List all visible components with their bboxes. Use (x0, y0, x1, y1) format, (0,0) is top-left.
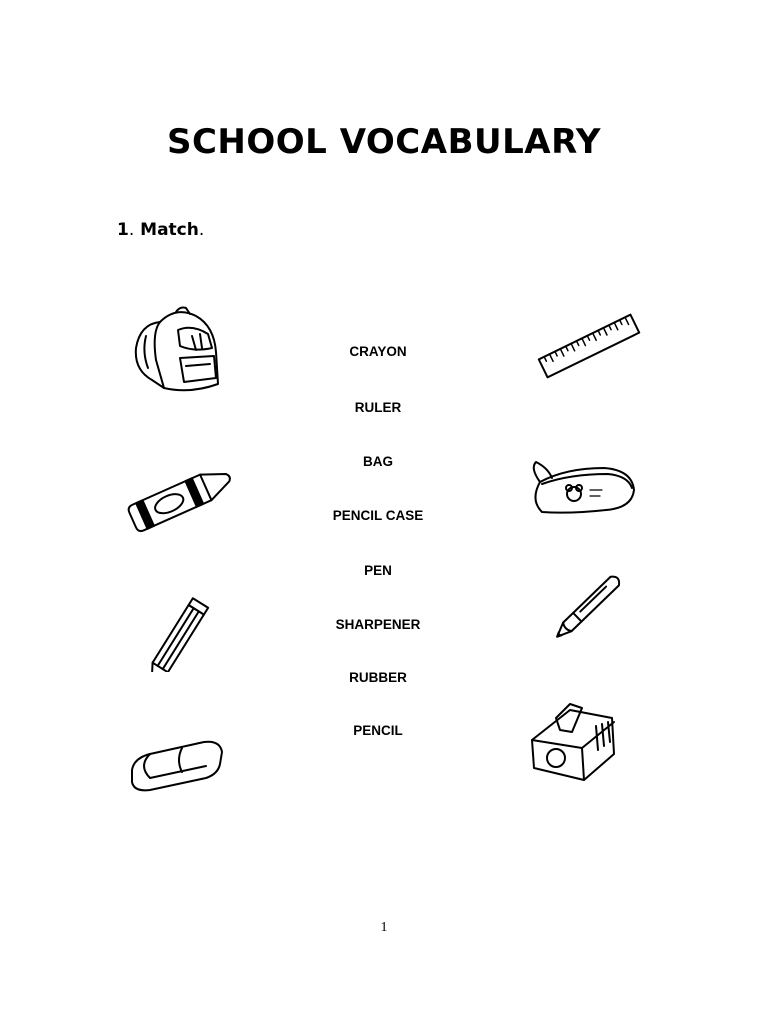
word-bag: BAG (363, 454, 393, 469)
pen-picture (548, 566, 634, 642)
ruler-picture (536, 306, 642, 386)
pencil-picture (148, 590, 218, 672)
page-title: SCHOOL VOCABULARY (166, 122, 602, 162)
word-rubber: RUBBER (349, 670, 407, 685)
sharpener-picture (526, 696, 618, 786)
word-pen: PEN (364, 563, 392, 578)
exercise-heading (117, 220, 204, 240)
pencil-case-picture (526, 454, 638, 518)
page-number: 1 (380, 920, 388, 935)
exercise-end: . (198, 220, 205, 240)
word-pencil: PENCIL (353, 723, 403, 738)
crayon-picture (124, 462, 240, 534)
word-ruler: RULER (354, 400, 402, 415)
word-pencil-case: PENCIL CASE (332, 508, 424, 523)
word-crayon: CRAYON (349, 344, 407, 359)
word-sharpener: SHARPENER (335, 617, 421, 632)
backpack-picture (130, 302, 222, 394)
exercise-separator: . (128, 220, 135, 240)
rubber-picture (126, 736, 226, 796)
exercise-number: 1 (117, 220, 129, 240)
exercise-label: Match (140, 220, 199, 240)
